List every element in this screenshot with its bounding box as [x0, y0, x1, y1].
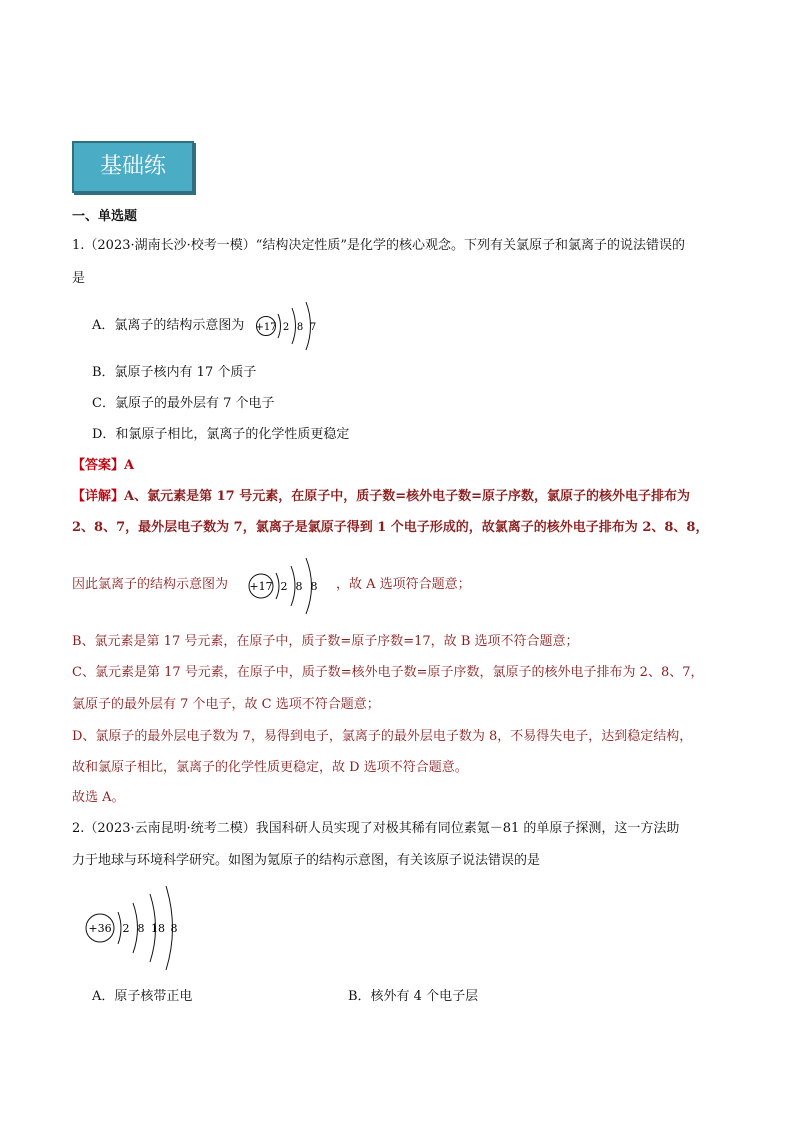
shell-count-2: 8 — [296, 322, 304, 333]
nucleus-label: +36 — [88, 922, 112, 935]
nucleus-label: +17 — [249, 580, 273, 593]
shell-count-1: 2 — [280, 580, 288, 593]
q1-conclusion: 故选 A。 — [72, 790, 125, 805]
q2-stem-line1: 2.（2023·云南昆明·统考二模）我国科研人员实现了对极其稀有同位素氪－81 的单原子探测，这一方法助 — [72, 821, 680, 836]
shell-arc-1 — [118, 912, 121, 944]
q1-detail-d1: D、氯原子的最外层电子数为 7，易得到电子，氯离子的最外层电子数为 8，不易得失电子，达到稳定结构， — [72, 729, 693, 744]
detail-label: 【详解】 — [72, 489, 125, 504]
q2-stem-line2: 力于地球与环境科学研究。如图为氪原子的结构示意图，有关该原子说法错误的是 — [72, 853, 541, 868]
q1-detail-line3-pre: 因此氯离子的结构示意图为 — [72, 577, 229, 592]
q1-option-a: A．氯离子的结构示意图为 — [92, 318, 245, 333]
q1-detail-b: B、氯元素是第 17 号元素，在原子中，质子数=原子序数=17，故 B 选项不符合题意； — [72, 634, 579, 649]
q1-detail-d2: 故和氯原子相比，氯离子的化学性质更稳定，故 D 选项不符合题意。 — [72, 760, 468, 775]
q1-detail-line3-post: ，故 A 选项符合题意； — [336, 577, 471, 592]
section-title: 基础练 — [99, 154, 166, 179]
shell-count-2: 8 — [295, 580, 303, 593]
shell-count-2: 8 — [137, 922, 145, 935]
part-heading: 一、单选题 — [72, 209, 138, 224]
shell-count-4: 8 — [170, 922, 178, 935]
shell-count-1: 2 — [122, 922, 130, 935]
shell-count-3: 8 — [310, 580, 318, 593]
shell-arc-2 — [292, 308, 296, 344]
q1-stem-line1: 1.（2023·湖南长沙·校考一模）“结构决定性质”是化学的核心观念。下列有关氯原子和氯离子的说法错误的 — [72, 238, 686, 253]
nucleus-label: +17 — [255, 322, 277, 333]
chlorine-ion-diagram-detail — [244, 555, 332, 617]
shell-arc-1 — [276, 573, 279, 599]
q1-detail-line2: 2、8、7，最外层电子数为 7，氯离子是氯原子得到 1 个电子形成的，故氯离子的核外电子排布为 2、8、8， — [72, 520, 709, 535]
q1-option-b: B．氯原子核内有 17 个质子 — [92, 365, 257, 380]
q1-detail-c2: 氯原子的最外层有 7 个电子，故 C 选项不符合题意； — [72, 697, 380, 712]
detail-text: A、氯元素是第 17 号元素，在原子中，质子数=核外电子数=原子序数，氯原子的核外电子排布为 — [124, 489, 691, 504]
shell-count-1: 2 — [282, 322, 290, 333]
q1-option-d: D．和氯原子相比，氯离子的化学性质更稳定 — [92, 427, 350, 442]
shell-arc-2 — [291, 566, 295, 606]
shell-arc-1 — [278, 314, 281, 338]
chlorine-ion-diagram-a — [250, 298, 330, 354]
q1-answer: 【答案】A — [72, 458, 135, 473]
q2-option-b: B．核外有 4 个电子层 — [348, 989, 479, 1004]
krypton-atom-diagram — [82, 883, 192, 973]
section-title-box — [72, 141, 194, 193]
q1-stem-line2: 是 — [72, 271, 86, 286]
shell-count-3: 18 — [151, 922, 165, 935]
shell-count-3: 7 — [309, 322, 317, 333]
q1-detail-line1 — [72, 488, 690, 506]
q1-detail-c1: C、氯元素是第 17 号元素，在原子中，质子数=核外电子数=原子序数，氯原子的核外电子排布为 2、8、7， — [72, 665, 704, 680]
q2-option-a: A．原子核带正电 — [92, 989, 193, 1004]
q1-option-c: C．氯原子的最外层有 7 个电子 — [92, 396, 275, 411]
